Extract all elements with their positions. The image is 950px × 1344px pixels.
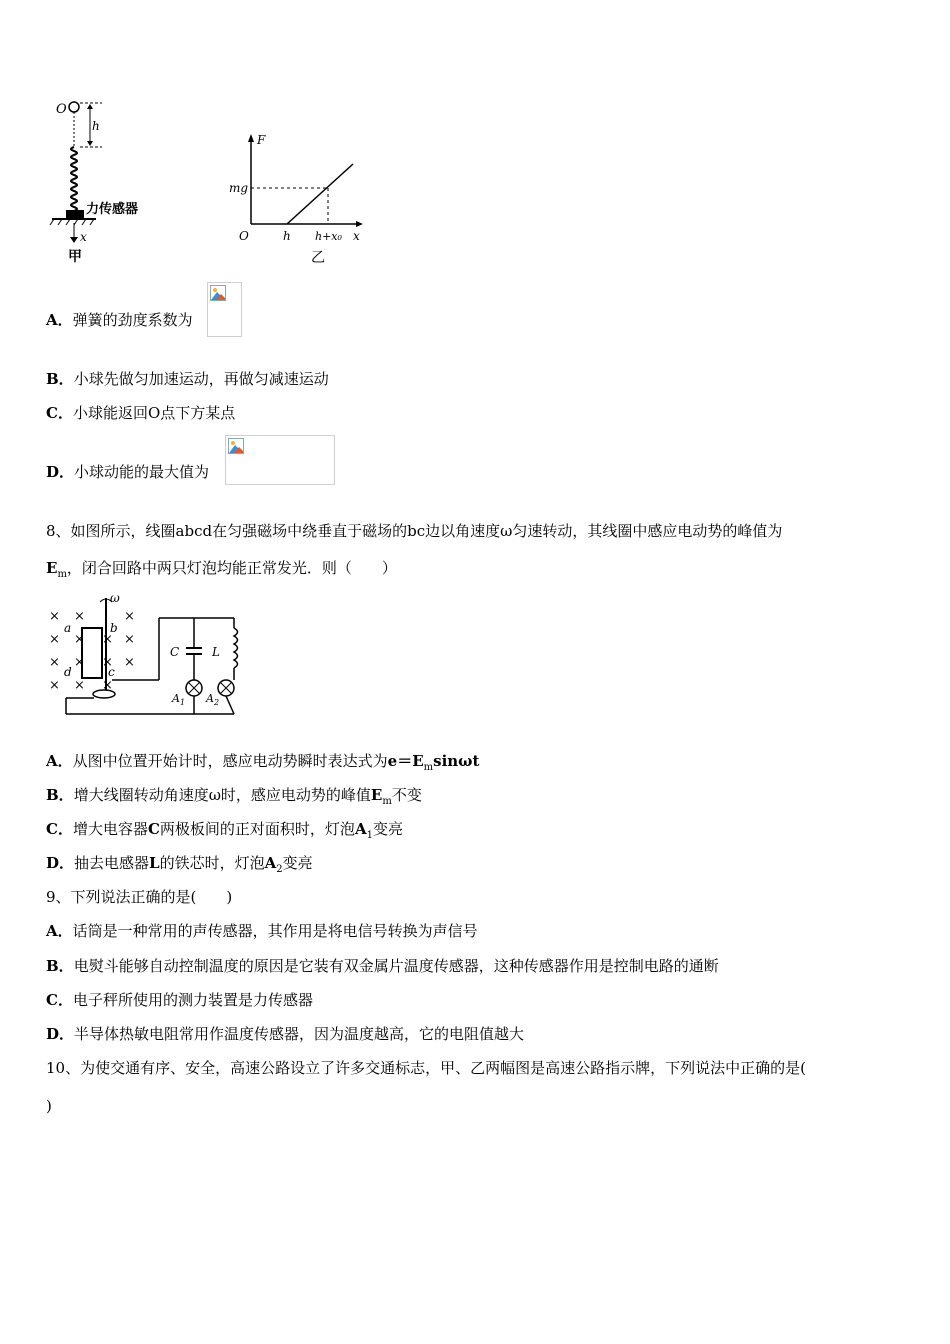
q7-option-c: C．小球能返回O点下方某点	[46, 404, 236, 422]
svg-text:×: ×	[124, 609, 135, 624]
q7-option-a: A．弹簧的劲度系数为	[46, 311, 193, 329]
label-A1: A	[172, 692, 180, 705]
q9-option-d: D．半导体热敏电阻常用作温度传感器，因为温度越高，它的电阻值越大	[46, 1025, 525, 1043]
svg-text:A1: $A_1$	[172, 692, 186, 707]
label-sensor: 力传感器	[86, 202, 139, 217]
svg-text:×: ×	[49, 609, 60, 624]
svg-text:×: ×	[102, 678, 113, 693]
svg-text:×: ×	[74, 678, 85, 693]
q9-option-c: C．电子秤所使用的测力装置是力传感器	[46, 991, 313, 1009]
svg-text:×: ×	[124, 632, 135, 647]
svg-text:×: ×	[124, 655, 135, 670]
label-x: x	[80, 230, 87, 244]
label-O: O	[239, 229, 249, 243]
q9-option-b: B．电熨斗能够自动控制温度的原因是它装有双金属片温度传感器，这种传感器作用是控制电路的通断	[46, 957, 719, 975]
q9-option-a: A．话筒是一种常用的声传感器，其作用是将电信号转换为声信号	[46, 922, 478, 940]
label-h: h	[283, 229, 291, 243]
label-mg: mg	[229, 181, 249, 195]
label-O: O	[56, 102, 67, 117]
q8-option-d: D．抽去电感器L的铁芯时，灯泡$A_2$变亮	[46, 854, 313, 875]
broken-image-icon	[210, 285, 226, 301]
svg-text:×: ×	[74, 655, 85, 670]
force-sensor	[66, 210, 84, 218]
svg-text:×: ×	[74, 609, 85, 624]
svg-text:×: ×	[49, 678, 60, 693]
inductor	[234, 628, 238, 668]
q8-option-c: C．增大电容器C两极板间的正对面积时，灯泡$A_1$变亮	[46, 820, 403, 841]
label-F: F	[257, 133, 266, 147]
q8-option-b: B．增大线圈转动角速度ω时，感应电动势的峰值$E_m$不变	[46, 786, 422, 807]
label-C: C	[170, 645, 180, 659]
force-line	[287, 164, 353, 224]
q10-stem-line1: 10、为使交通有序、安全，高速公路设立了许多交通标志，甲、乙两幅图是高速公路指示牌，下列说法中正确的是(	[46, 1059, 806, 1077]
label-L: L	[212, 645, 220, 659]
svg-text:×: ×	[49, 632, 60, 647]
svg-text:×: ×	[49, 655, 60, 670]
q8-stem-line2: $E_m$，闭合回路中两只灯泡均能正常发光．则（ ）	[46, 559, 397, 580]
svg-text:×: ×	[74, 632, 85, 647]
ball	[69, 102, 79, 112]
q7-option-b: B．小球先做匀加速运动，再做匀减速运动	[46, 370, 329, 388]
caption-yi: 乙	[311, 250, 325, 266]
label-b: b	[110, 621, 118, 635]
formula-image-d	[225, 435, 335, 485]
broken-image-icon	[228, 438, 244, 454]
spring	[71, 147, 77, 219]
svg-text:×: ×	[102, 632, 113, 647]
q8-option-a: A．从图中位置开始计时，感应电动势瞬时表达式为$e=E_m\sin\omega t$	[46, 752, 480, 773]
figure-jia	[40, 95, 190, 270]
figure-yi	[225, 128, 375, 268]
caption-jia: 甲	[68, 249, 82, 265]
label-x: x	[353, 229, 360, 243]
q8-stem-line1: 8、如图所示，线圈abcd在匀强磁场中绕垂直于磁场的bc边以角速度ω匀速转动，其线圈中感应电动势的峰值为	[46, 522, 783, 540]
formula-image-a	[207, 282, 242, 337]
label-c: c	[108, 665, 115, 679]
coil	[82, 628, 102, 678]
q10-stem-line2: )	[46, 1097, 52, 1115]
label-h: h	[92, 119, 100, 133]
svg-text:A2: $A_2$	[206, 692, 220, 707]
label-hx0: h+x₀	[315, 230, 342, 243]
figure-coil-circuit	[44, 590, 249, 720]
svg-text:×: ×	[102, 655, 113, 670]
q7-option-d: D．小球动能的最大值为	[46, 463, 210, 481]
label-omega: ω	[110, 591, 120, 605]
label-A2: A	[206, 692, 214, 705]
label-d: d	[64, 665, 72, 679]
label-a: a	[64, 621, 72, 635]
q9-stem: 9、下列说法正确的是( )	[46, 888, 233, 906]
